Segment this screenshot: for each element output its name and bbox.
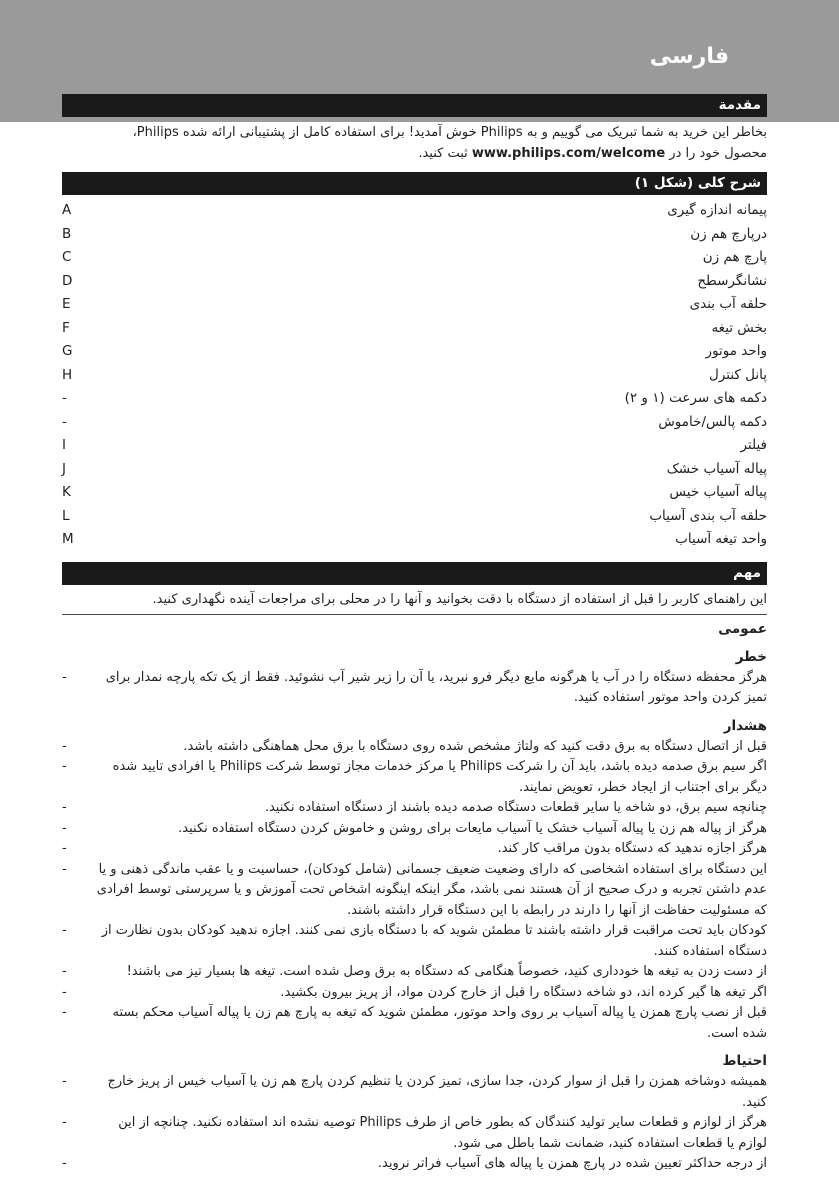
- part-letter: G: [62, 343, 73, 359]
- bullet-dash: -: [62, 820, 67, 836]
- part-label: دکمه های سرعت (۱ و ۲): [624, 390, 767, 406]
- bullet-dash: -: [62, 1005, 67, 1020]
- welcome-url: www.philips.com/welcome: [471, 146, 666, 161]
- overview-section-header: شرح کلی (شکل ۱): [62, 172, 767, 195]
- intro-text-pre: محصول خود را در: [665, 146, 767, 161]
- bullet-item: [62, 921, 767, 962]
- bullet-dash: -: [62, 738, 67, 754]
- bullet-dash: -: [62, 984, 67, 1000]
- bullet-dash: -: [62, 923, 67, 938]
- bullet-text: همیشه دوشاخه همزن را قبل از سوار کردن، جدا سازی، تمیز کردن یا تنظیم کردن پارچ هم زن یا آسیاب خیس از پریز خارج کنید.: [107, 1074, 767, 1110]
- bullet-dash: -: [62, 964, 67, 979]
- part-item: [62, 293, 767, 317]
- parts-list: [62, 199, 767, 552]
- part-letter: H: [62, 366, 73, 383]
- part-label: نشانگرسطح: [697, 272, 767, 289]
- bullet-item: [62, 757, 767, 798]
- bullet-dash: -: [62, 759, 67, 774]
- part-label: حلقه آب بندی: [689, 296, 767, 312]
- bullet-dash: -: [62, 1115, 67, 1130]
- warning-list: [62, 737, 767, 1045]
- part-item: [62, 364, 767, 388]
- bullet-dash: -: [62, 841, 67, 856]
- part-label: فیلتر: [740, 437, 767, 453]
- important-text: این راهنمای کاربر را قبل از استفاده از دستگاه با دقت بخوانید و آنها را در محلی برای مراجعات آینده نگهداری کنید.: [152, 591, 767, 607]
- intro-text-post: ثبت کنید.: [418, 146, 472, 161]
- bullet-dash: -: [62, 1074, 67, 1089]
- bullet-dash: -: [62, 669, 67, 685]
- part-item: [62, 505, 767, 529]
- part-label: واحد تیغه آسیاب: [675, 531, 767, 547]
- intro-section-header: مقدمة: [62, 94, 767, 117]
- part-item: [62, 199, 767, 223]
- bullet-item: [62, 983, 767, 1004]
- bullet-text: چنانچه سیم برق، دو شاخه یا سایر قطعات دستگاه صدمه دیده باشند از دستگاه استفاده نکنید.: [264, 800, 767, 815]
- part-item: [62, 434, 767, 458]
- intro-text-line1: بخاطر این خرید به شما تبریک می گوییم و به Philips خوش آمدید! برای استفاده کامل از پشتیبانی ارائه شده Philips،: [132, 125, 767, 140]
- part-label: درپارچ هم زن: [690, 225, 767, 242]
- part-item: [62, 411, 767, 435]
- part-label: پیاله آسیاب خیس: [669, 484, 767, 500]
- bullet-item: [62, 962, 767, 983]
- caution-list: [62, 1072, 767, 1175]
- bullet-text: هرگز از پیاله هم زن یا پیاله آسیاب خشک یا آسیاب مایعات برای روشن و خاموش کردن دستگاه استفاده نکنید.: [178, 820, 767, 836]
- warning-title: هشدار: [723, 717, 767, 734]
- part-item: [62, 340, 767, 364]
- language-title: فارسی: [649, 44, 729, 69]
- part-letter: F: [62, 319, 70, 336]
- manual-content: [62, 94, 767, 1175]
- part-label: پیاله آسیاب خشک: [666, 460, 767, 477]
- bullet-dash: -: [62, 861, 67, 877]
- bullet-dash: -: [62, 800, 67, 815]
- part-label: پیمانه اندازه گیری: [667, 202, 767, 218]
- part-label: پارچ هم زن: [702, 249, 767, 265]
- bullet-item: [62, 1003, 767, 1044]
- part-letter: K: [62, 484, 71, 500]
- part-item: [62, 458, 767, 482]
- part-letter: M: [62, 531, 74, 547]
- part-letter: L: [62, 507, 70, 524]
- bullet-text: هرگز از لوازم و قطعات سایر تولید کنندگان که بطور خاص از طرف Philips توصیه نشده اند استفاده نکنید. چنانچه از این لوازم یا قطعات استفاده کنید، ضمانت شما باطل می شود.: [118, 1115, 767, 1151]
- bullet-text: قبل از اتصال دستگاه به برق دقت کنید که ولتاژ مشخص شده روی دستگاه با برق محل هماهنگی داشته باشد.: [183, 738, 767, 754]
- part-letter: A: [62, 202, 72, 218]
- bullet-text: قبل از نصب پارچ همزن یا پیاله آسیاب بر روی واحد موتور، مطمئن شوید که تیغه به پارچ هم زن یا پیاله آسیاب محکم بسته شده است.: [112, 1005, 767, 1041]
- part-letter: C: [62, 249, 72, 265]
- part-item: [62, 270, 767, 294]
- bullet-item: [62, 1113, 767, 1154]
- bullet-text: از دست زدن به تیغه ها خودداری کنید، خصوصاً هنگامی که دستگاه به برق وصل شده است. تیغه ها بسیار تیز می باشند!: [126, 964, 767, 979]
- part-item: [62, 481, 767, 505]
- bullet-item: [62, 737, 767, 758]
- part-item: [62, 387, 767, 411]
- bullet-text: اگر سیم برق صدمه دیده باشد، باید آن را شرکت Philips یا مرکز خدمات مجاز توسط شرکت Philips یا افرادی تایید شده دیگر برای اجتناب از ایجاد خطر، تعویض نمایند.: [112, 759, 767, 795]
- part-letter: -: [62, 413, 67, 430]
- part-letter: -: [62, 390, 67, 406]
- part-letter: I: [62, 437, 66, 453]
- caution-title: احتیاط: [722, 1053, 767, 1069]
- bullet-text: از درجه حداکثر تعیین شده در پارچ همزن یا پیاله های آسیاب فراتر نروید.: [377, 1156, 767, 1171]
- bullet-item: [62, 860, 767, 922]
- part-label: بخش تیغه: [711, 319, 767, 336]
- part-item: [62, 528, 767, 552]
- bullet-item: [62, 1072, 767, 1113]
- danger-list: [62, 668, 767, 709]
- part-letter: D: [62, 272, 73, 289]
- important-section-header: مهم: [62, 562, 767, 585]
- bullet-text: هرگز محفظه دستگاه را در آب یا هرگونه مایع دیگر فرو نبرید، یا آن را زیر شیر آب نشوئید. فقط از یک تکه پارچه نمدار برای تمیز کردن واحد موتور استفاده کنید.: [105, 669, 767, 705]
- part-label: دکمه پالس/خاموش: [658, 413, 767, 430]
- bullet-text: اگر تیغه ها گیر کرده اند، دو شاخه دستگاه را قبل از خارج کردن مواد، از پریز بیرون بکشید.: [280, 984, 767, 1000]
- bullet-item: [62, 668, 767, 709]
- bullet-dash: -: [62, 1156, 67, 1171]
- part-letter: B: [62, 225, 72, 242]
- part-label: حلقه آب بندی آسیاب: [649, 507, 767, 524]
- part-letter: E: [62, 296, 71, 312]
- part-label: پانل کنترل: [709, 366, 767, 383]
- danger-title: خطر: [735, 648, 767, 665]
- intro-text-line2: [62, 143, 767, 164]
- bullet-item: [62, 839, 767, 860]
- part-item: [62, 223, 767, 247]
- bullet-text: کودکان باید تحت مراقبت قرار داشته باشند تا مطمئن شوید که با دستگاه بازی نمی کنند. اجازه ندهید کودکان بدون نظارت از دستگاه استفاده کنند.: [101, 923, 767, 959]
- bullet-text: هرگز اجازه ندهید که دستگاه بدون مراقب کار کند.: [497, 841, 767, 856]
- part-letter: J: [62, 460, 66, 477]
- part-label: واحد موتور: [705, 343, 767, 359]
- part-item: [62, 317, 767, 341]
- bullet-item: [62, 1154, 767, 1175]
- bullet-item: [62, 798, 767, 819]
- part-item: [62, 246, 767, 270]
- divider: [62, 614, 767, 615]
- bullet-text: این دستگاه برای استفاده اشخاصی که دارای وضعیت ضعیف جسمانی (شامل کودکان)، حساسیت و یا عقب ماندگی ذهنی و یا عدم داشتن تجربه و درک صحیح از آن هستند نمی باشد، مگر اینکه اینگونه اشخاص تحت آموزش و یا سرپرستی توسط افرادی که مسئولیت حفاظت از آنها را دارند در رابطه با این دستگاه قرار داشته باشند.: [96, 861, 767, 918]
- bullet-item: [62, 819, 767, 840]
- general-title: عمومی: [718, 620, 767, 637]
